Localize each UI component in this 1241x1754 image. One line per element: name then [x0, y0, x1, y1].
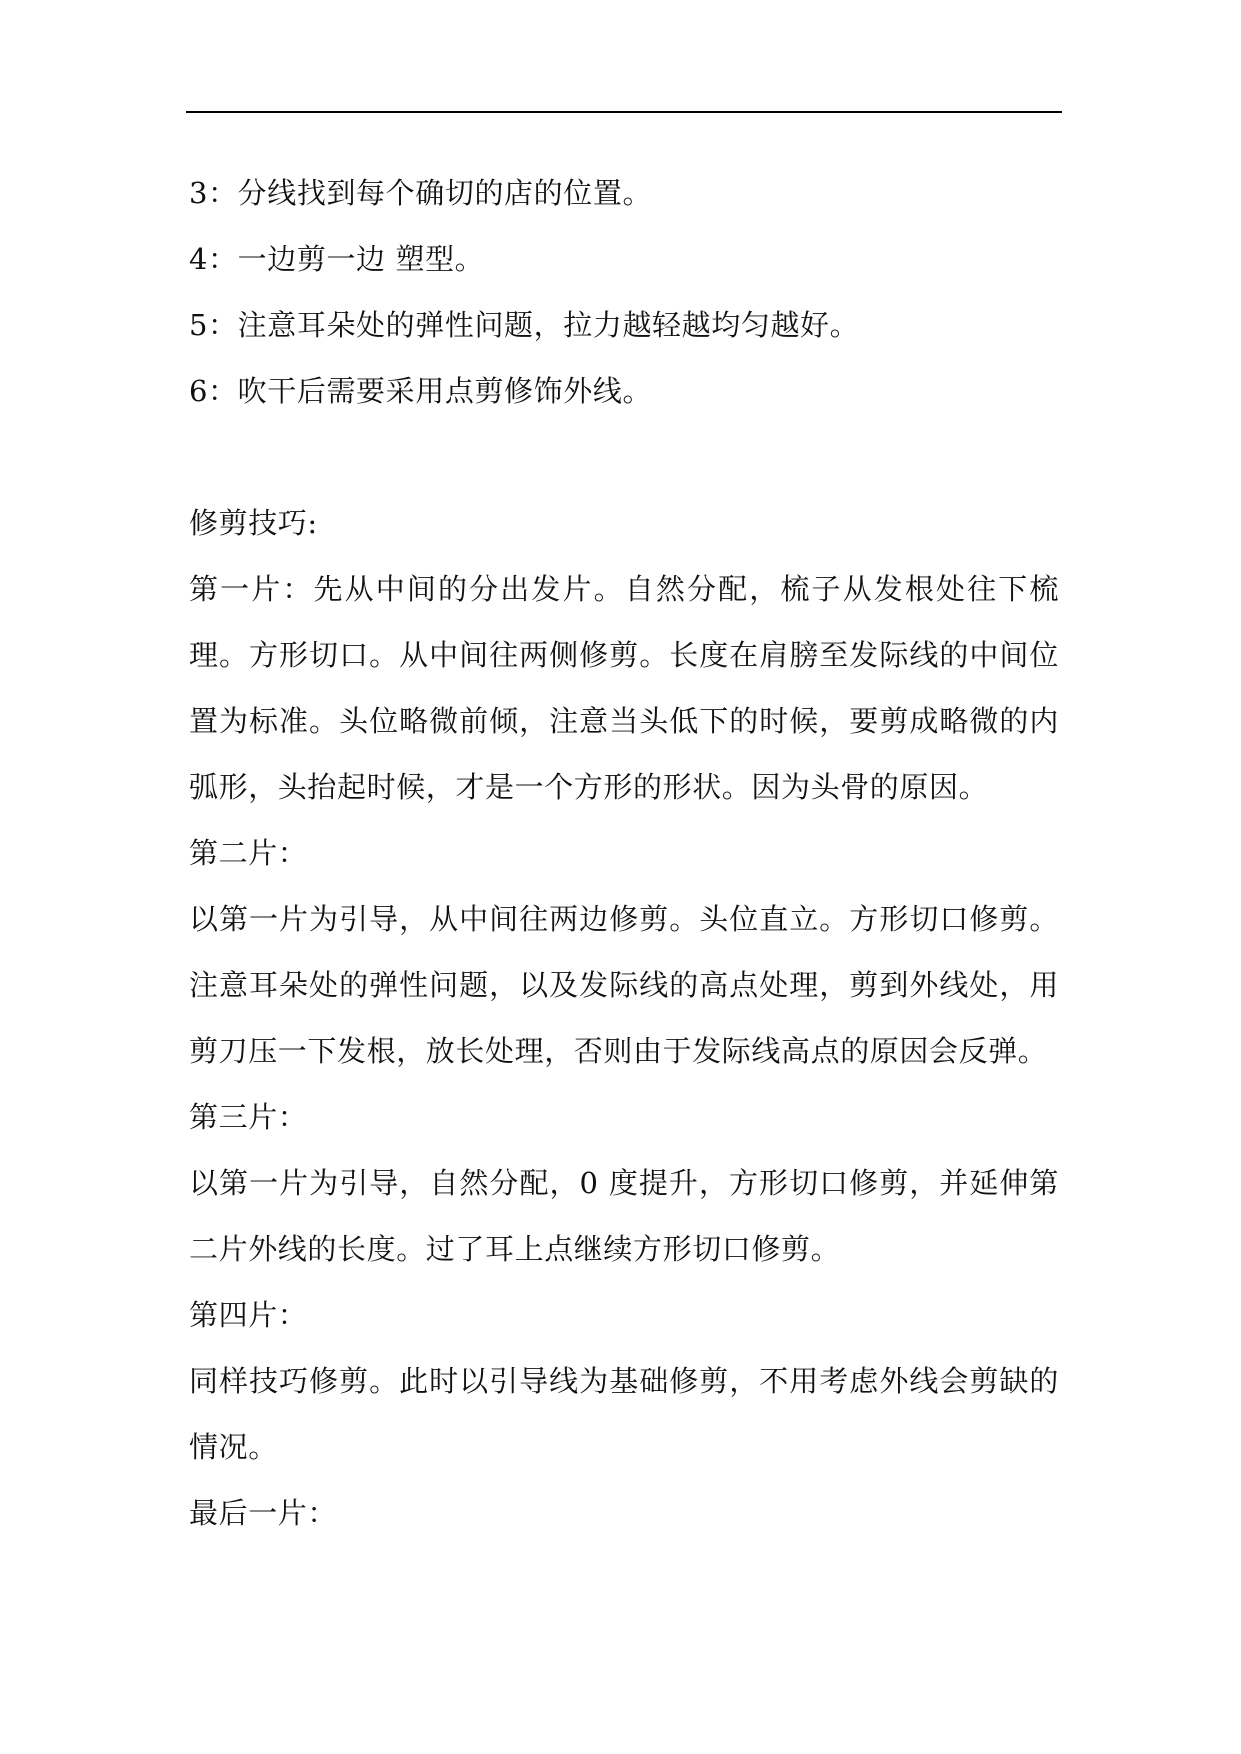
step-6: 6：吹干后需要采用点剪修饰外线。 [189, 374, 653, 408]
piece2-title: 第二片： [189, 836, 308, 870]
piece3-title: 第三片： [189, 1100, 308, 1134]
section-title: 修剪技巧: [189, 506, 318, 540]
piece4-text: 同样技巧修剪。此时以引导线为基础修剪，不用考虑外线会剪缺的情况。 [189, 1364, 1059, 1464]
piece4-title: 第四片： [189, 1298, 308, 1332]
header-rule [186, 111, 1062, 113]
piece3-text: 以第一片为引导，自然分配，0 度提升，方形切口修剪，并延伸第二片外线的长度。过了耳上点继续方形切口修剪。 [189, 1166, 1059, 1266]
piece2-text: 以第一片为引导，从中间往两边修剪。头位直立。方形切口修剪。注意耳朵处的弹性问题，以及发际线的高点处理，剪到外线处，用剪刀压一下发根，放长处理，否则由于发际线高点的原因会反弹。 [189, 902, 1059, 1068]
step-3: 3：分线找到每个确切的店的位置。 [189, 176, 653, 210]
step-4: 4：一边剪一边 塑型。 [189, 242, 485, 276]
paragraph-gap [189, 424, 1059, 490]
step-5: 5：注意耳朵处的弹性问题，拉力越轻越均匀越好。 [189, 308, 860, 342]
document-body [189, 160, 1059, 1546]
piece1-text: 第一片：先从中间的分出发片。自然分配，梳子从发根处往下梳理。方形切口。从中间往两侧修剪。长度在肩膀至发际线的中间位置为标准。头位略微前倾，注意当头低下的时候，要剪成略微的内弧形，头抬起时候，才是一个方形的形状。因为头骨的原因。 [189, 572, 1059, 804]
last-piece-title: 最后一片： [189, 1496, 338, 1530]
